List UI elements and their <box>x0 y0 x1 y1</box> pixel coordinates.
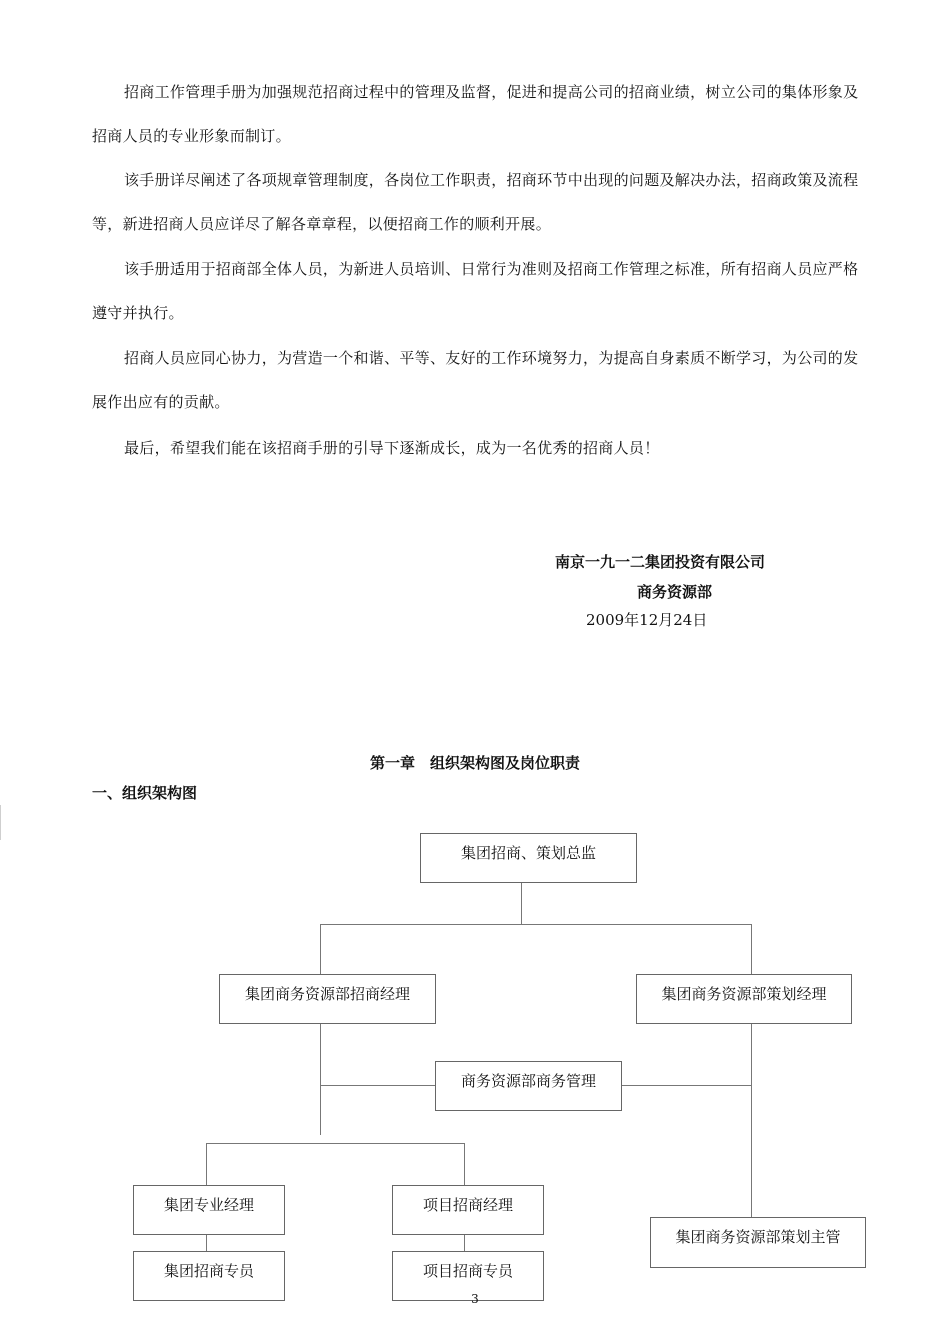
intro-paragraph-1: 招商工作管理手册为加强规范招商过程中的管理及监督，促进和提高公司的招商业绩，树立公司的集体形象及招商人员的专业形象而制订。 <box>92 83 859 145</box>
org-box-project-recruit-specialist: 项目招商专员 <box>392 1251 544 1301</box>
connector-line <box>751 924 752 974</box>
org-box-planning-supervisor: 集团商务资源部策划主管 <box>650 1217 866 1268</box>
connector-line <box>320 924 751 925</box>
connector-line <box>206 1143 207 1185</box>
org-box-group-recruit-specialist: 集团招商专员 <box>133 1251 285 1301</box>
org-box-project-recruit-manager: 项目招商经理 <box>392 1185 544 1235</box>
org-box-recruit-manager: 集团商务资源部招商经理 <box>219 974 436 1024</box>
connector-line <box>621 1085 751 1086</box>
connector-line <box>521 883 522 924</box>
margin-mark <box>0 805 1 840</box>
intro-paragraph-3: 该手册适用于招商部全体人员，为新进人员培训、日常行为准则及招商工作管理之标准，所有招商人员应严格遵守并执行。 <box>92 260 859 322</box>
connector-line <box>206 1234 207 1251</box>
chapter-title: 第一章 组织架构图及岗位职责 <box>369 754 580 772</box>
signature-date: 2009年12月24日 <box>586 611 708 629</box>
signature-department: 商务资源部 <box>637 583 713 601</box>
org-box-director: 集团招商、策划总监 <box>420 833 637 883</box>
section-title: 一、组织架构图 <box>92 784 198 802</box>
intro-paragraph-4: 招商人员应同心协力，为营造一个和谐、平等、友好的工作环境努力，为提高自身素质不断学习，为公司的发展作出应有的贡献。 <box>92 349 859 411</box>
intro-paragraph-2: 该手册详尽阐述了各项规章管理制度，各岗位工作职责，招商环节中出现的问题及解决办法，招商政策及流程等，新进招商人员应详尽了解各章章程，以便招商工作的顺利开展。 <box>92 171 859 233</box>
page-number: 3 <box>471 1292 479 1306</box>
connector-line <box>464 1234 465 1251</box>
connector-line <box>320 1023 321 1135</box>
org-box-business-admin: 商务资源部商务管理 <box>435 1061 622 1111</box>
connector-line <box>206 1143 464 1144</box>
org-box-planning-manager: 集团商务资源部策划经理 <box>636 974 852 1024</box>
connector-line <box>320 924 321 974</box>
intro-paragraph-5: 最后，希望我们能在该招商手册的引导下逐渐成长，成为一名优秀的招商人员！ <box>124 439 660 457</box>
connector-line <box>320 1085 435 1086</box>
connector-line <box>464 1143 465 1185</box>
signature-company: 南京一九一二集团投资有限公司 <box>555 553 766 571</box>
connector-line <box>751 1023 752 1217</box>
org-box-professional-manager: 集团专业经理 <box>133 1185 285 1235</box>
